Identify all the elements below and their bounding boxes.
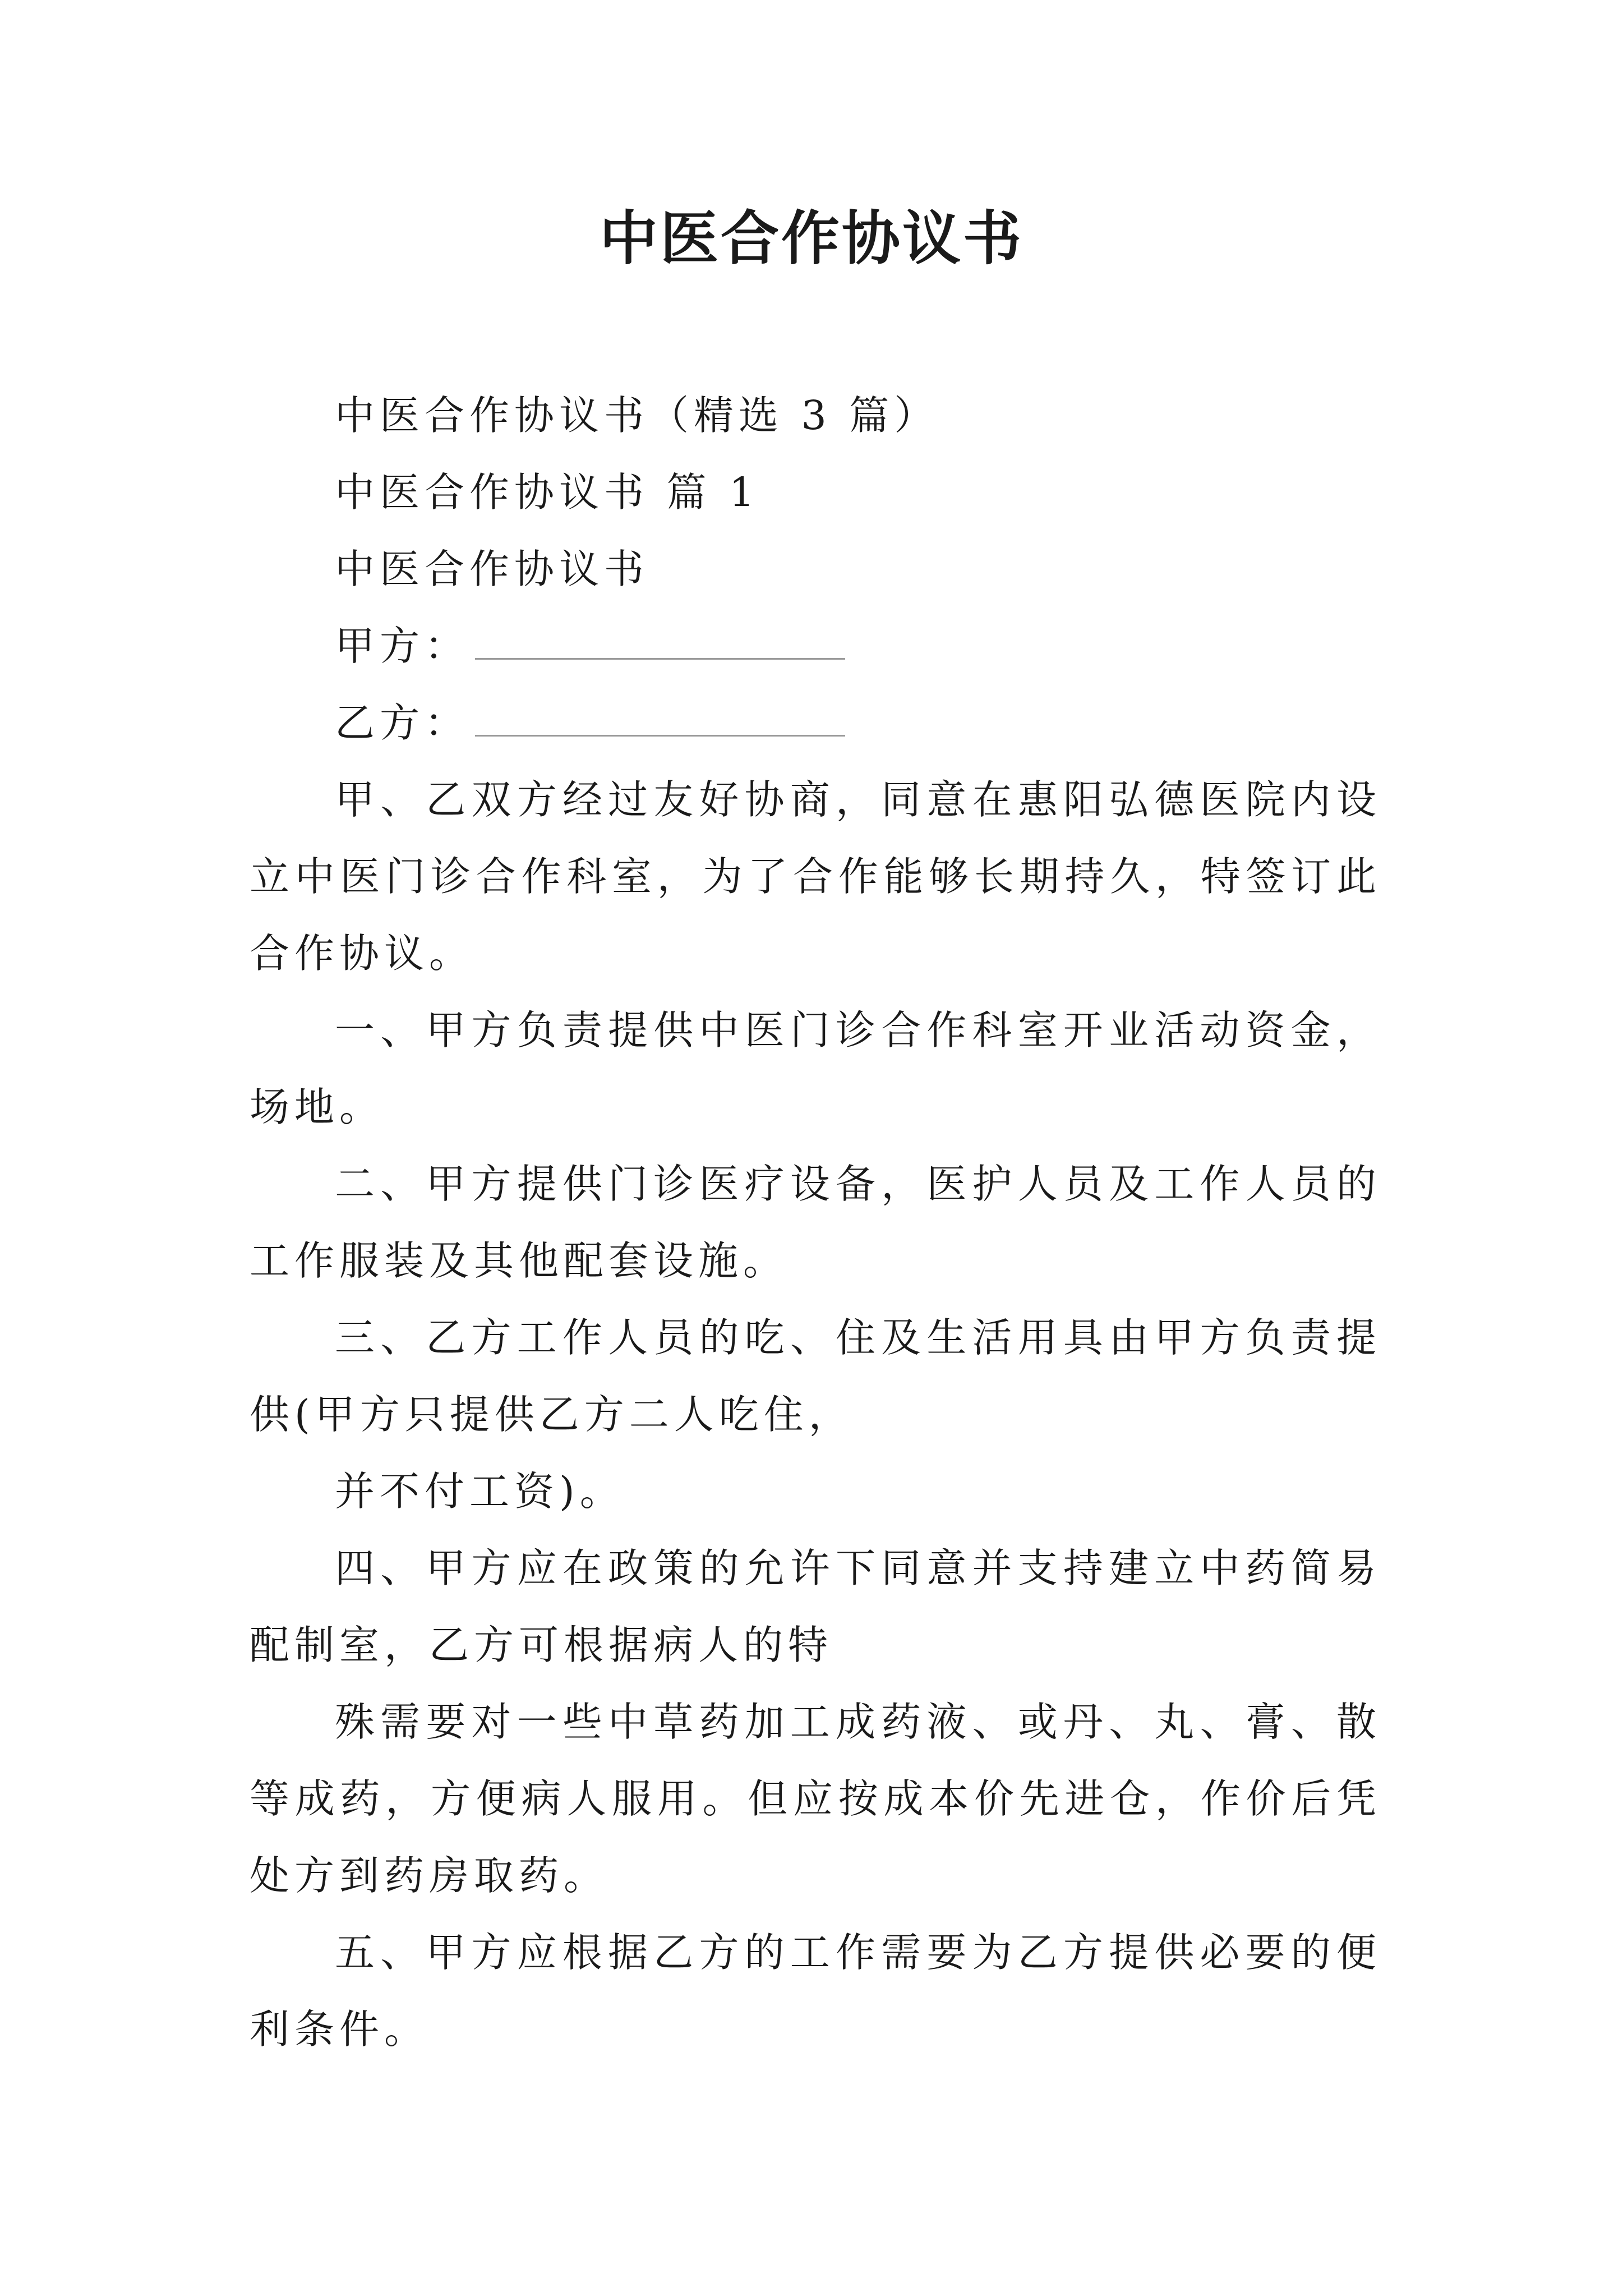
party-b-blank <box>475 698 845 737</box>
agreement-heading: 中医合作协议书 <box>335 546 649 592</box>
party-b-line <box>250 684 1381 761</box>
subtitle-line: 中医合作协议书（精选 3 篇） <box>335 392 939 439</box>
party-a-label: 甲方： <box>335 623 470 669</box>
party-a-blank <box>475 621 845 660</box>
party-b-label: 乙方： <box>335 700 470 746</box>
party-a-line <box>250 608 1381 684</box>
part-heading: 中医合作协议书 篇 1 <box>335 469 760 516</box>
document-title: 中医合作协议书 <box>599 204 1023 273</box>
clause-3-paragraph: 三、乙方工作人员的吃、住及生活用具由甲方负责提供(甲方只提供乙方二人吃住， <box>250 1314 1381 1438</box>
clause-4-continuation: 殊需要对一些中草药加工成药液、或丹、丸、膏、散等成药，方便病人服用。但应按成本价先进仓，作价后凭处方到药房取药。 <box>250 1699 1381 1899</box>
document-body <box>250 377 1381 2068</box>
clause-1-paragraph: 一、甲方负责提供中医门诊合作科室开业活动资金，场地。 <box>250 1007 1381 1130</box>
clause-2-paragraph: 二、甲方提供门诊医疗设备，医护人员及工作人员的工作服装及其他配套设施。 <box>250 1161 1381 1284</box>
clause-4-paragraph: 四、甲方应在政策的允许下同意并支持建立中药简易配制室，乙方可根据病人的特 <box>250 1545 1381 1668</box>
clause-5-paragraph: 五、甲方应根据乙方的工作需要为乙方提供必要的便利条件。 <box>250 1929 1381 2053</box>
clause-3-continuation: 并不付工资)。 <box>335 1468 625 1515</box>
intro-paragraph: 甲、乙双方经过友好协商，同意在惠阳弘德医院内设立中医门诊合作科室，为了合作能够长期持久，特签订此合作协议。 <box>250 776 1381 977</box>
